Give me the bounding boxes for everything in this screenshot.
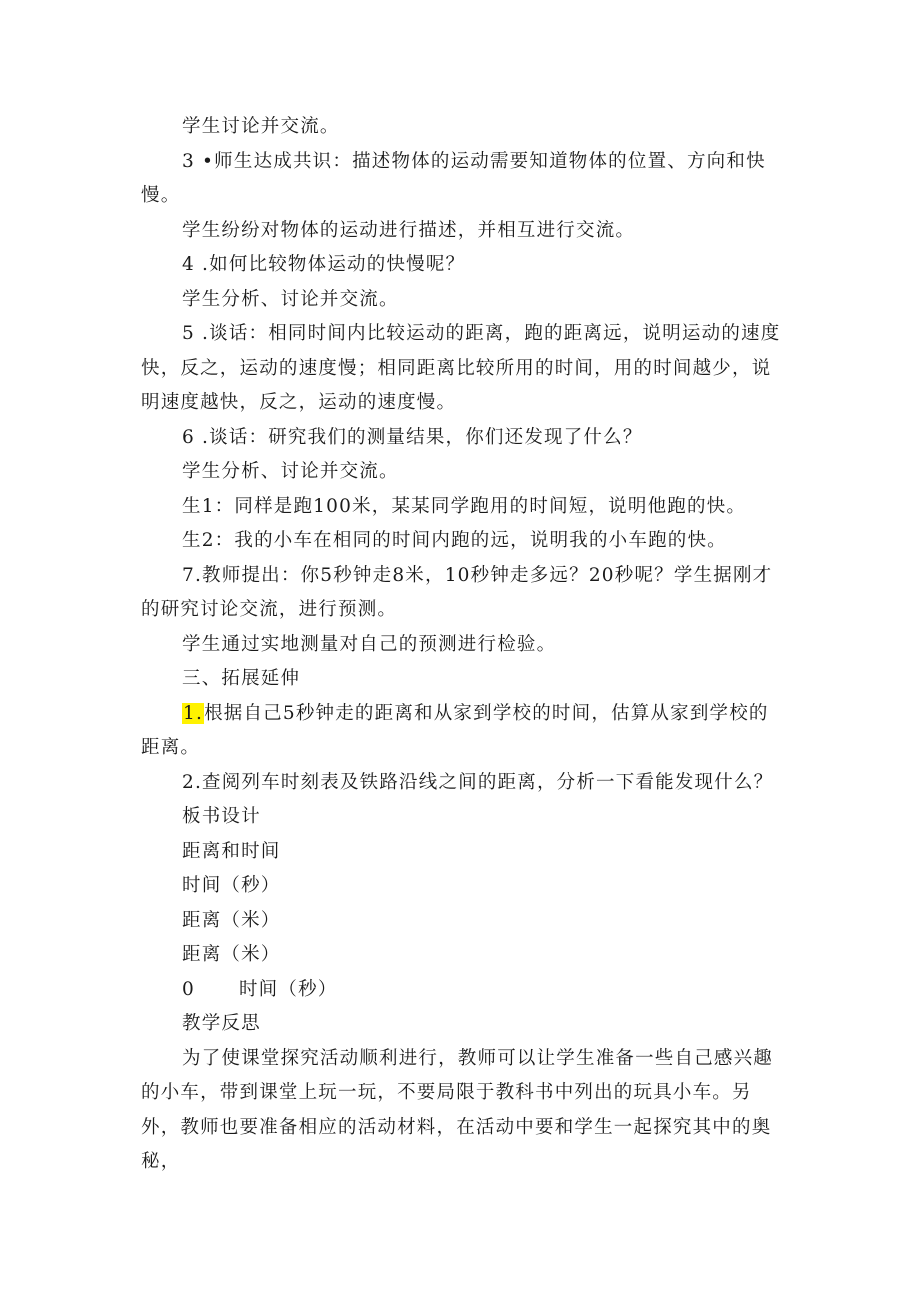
board-line: 距离（米） [182, 944, 281, 965]
axis-origin: 0 [182, 978, 195, 1000]
axis-label: 时间（秒） [238, 978, 338, 1000]
paragraph: 5 .谈话：相同时间内比较运动的距离，跑的距离远，说明运动的速度快，反之，运动的速度慢；相同距离比较所用的时间，用的时间越少，说明速度越快，反之，运动的速度慢。 [141, 323, 781, 413]
board-line: 距离和时间 [182, 840, 281, 862]
paragraph: 学生分析、讨论并交流。 [182, 288, 399, 310]
paragraph: 6 .谈话：研究我们的测量结果，你们还发现了什么？ [182, 426, 643, 448]
highlighted-number: 1. [183, 702, 204, 724]
list-item [141, 697, 781, 766]
board-axis-line [141, 973, 781, 1008]
paragraph: 生2：我的小车在相同的时间内跑的远，说明我的小车跑的快。 [182, 530, 727, 551]
paragraph: 4 .如何比较物体运动的快慢呢？ [182, 254, 466, 275]
list-item: 2.查阅列车时刻表及铁路沿线之间的距离，分析一下看能发现什么？ [182, 771, 774, 793]
section-heading: 板书设计 [182, 806, 261, 827]
section-heading: 三、拓展延伸 [182, 668, 301, 689]
paragraph: 学生分析、讨论并交流。 [182, 461, 399, 482]
paragraph: 学生讨论并交流。 [182, 116, 340, 137]
board-line: 时间（秒） [182, 875, 281, 896]
document-body [141, 110, 781, 1180]
list-item-text: 根据自己5秒钟走的距离和从家到学校的时间，估算从家到学校的距离。 [141, 702, 769, 758]
paragraph: 7.教师提出：你5秒钟走8米，10秒钟走多远？20秒呢？学生据刚才的研究讨论交流，进行预测。 [141, 564, 773, 620]
section-heading: 教学反思 [182, 1013, 261, 1034]
board-line: 距离（米） [182, 909, 281, 931]
paragraph: 学生纷纷对物体的运动进行描述，并相互进行交流。 [182, 219, 636, 241]
paragraph: 为了使课堂探究活动顺利进行，教师可以让学生准备一些自己感兴趣的小车，带到课堂上玩一玩，不要局限于教科书中列出的玩具小车。另外，教师也要准备相应的活动材料，在活动中要和学生一起探究其中的奥秘， [141, 1047, 774, 1172]
paragraph: 3 •师生达成共识：描述物体的运动需要知道物体的位置、方向和快慢。 [141, 150, 766, 206]
paragraph: 学生通过实地测量对自己的预测进行检验。 [182, 633, 557, 655]
paragraph: 生1：同样是跑100米，某某同学跑用的时间短，说明他跑的快。 [182, 495, 747, 517]
